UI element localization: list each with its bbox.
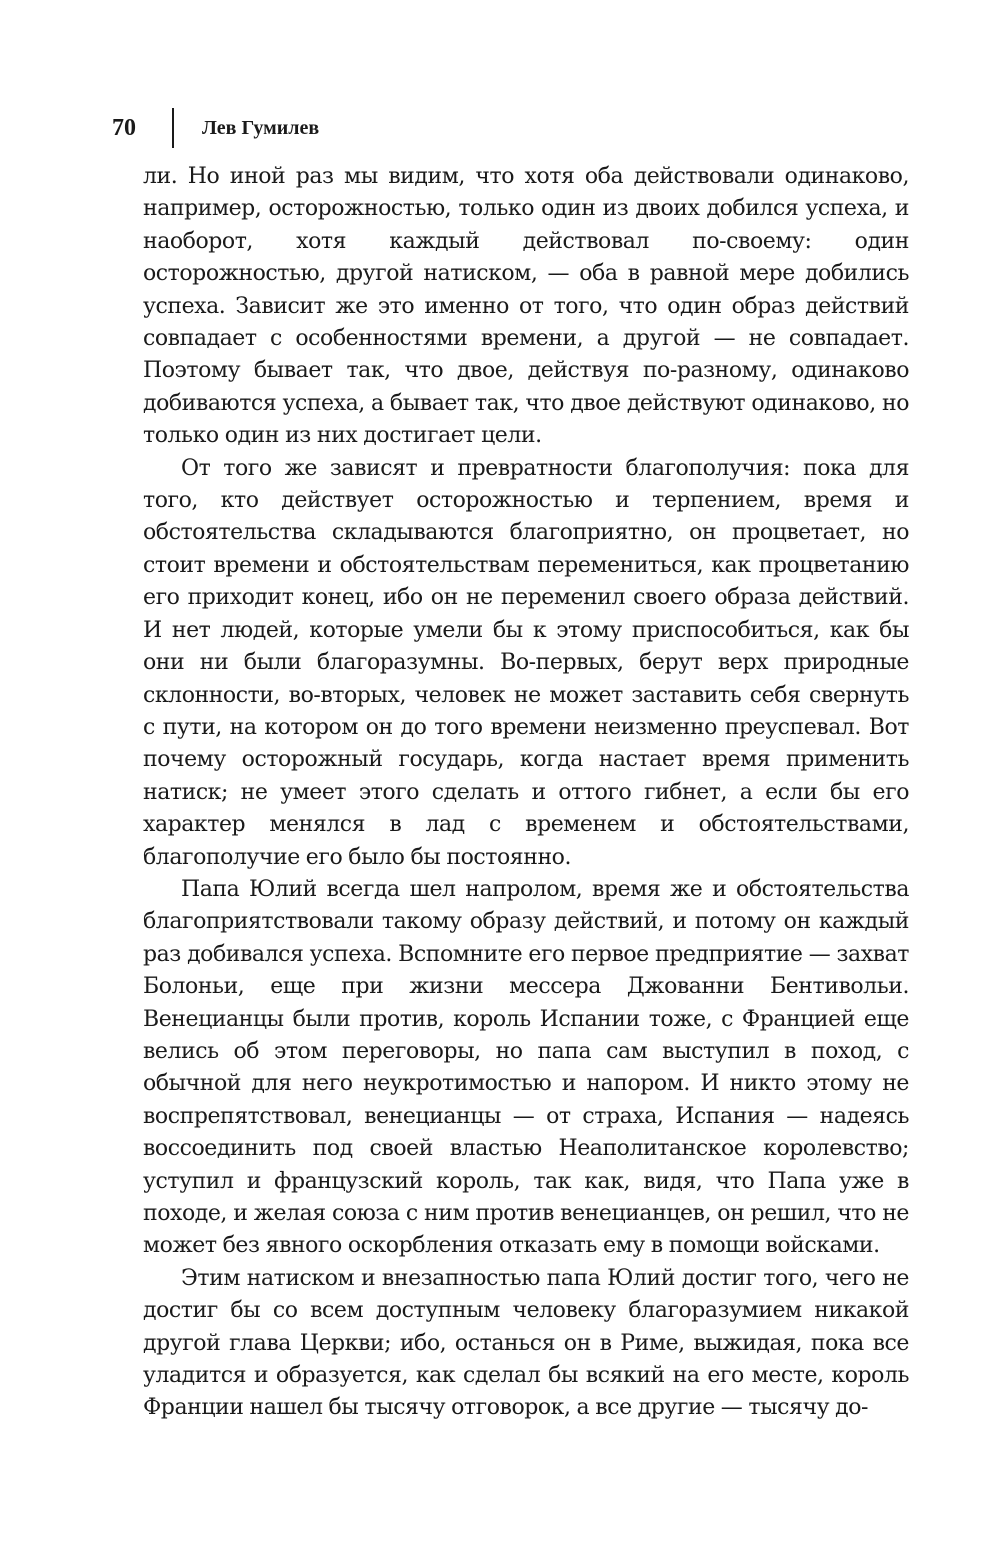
header-divider — [172, 108, 174, 148]
page-number: 70 — [112, 114, 136, 141]
body-text — [143, 161, 909, 1425]
paragraph-4: Этим натиском и внезапностью папа Юлий достиг того, чего не достиг бы со всем доступным человеку благоразумием никакой другой глава Церкви; ибо, останься он в Риме, выжидая, пока все уладится и образуется, как сделал бы всякий на его месте, король Франции нашел бы тысячу отговорок, а все другие — тысячу до- — [143, 1265, 909, 1421]
paragraph-1: ли. Но иной раз мы видим, что хотя оба действовали одинаково, например, осторожностью, только один из двоих добился успеха, и наоборот, хотя каждый действовал по-своему: один осторожностью, другой натиском, — оба в равной мере добились успеха. Зависит же это именно от того, что один образ действий совпадает с особенностями времени, а другой — не совпадает. Поэтому бывает так, что двое, действуя по-разному, одинаково добиваются успеха, а бывает так, что двое действуют одинаково, но только один из них достигает цели. — [143, 164, 909, 449]
paragraph-2: От того же зависят и превратности благополучия: пока для того, кто действует осторожностью и терпением, время и обстоятельства складываются благоприятно, он процветает, но стоит времени и обстоятельствам перемениться, как процветанию его приходит конец, ибо он не переменил своего образа действий. И нет людей, которые умели бы к этому приспособиться, как бы они ни были благоразумны. Во-первых, берут верх природные склонности, во-вторых, человек не может заставить себя свернуть с пути, на котором он до того времени неизменно преуспевал. Вот почему осторожный государь, когда настает время применить натиск; не умеет этого сделать и оттого гибнет, а если бы его характер менялся в лад с временем и обстоятельствами, благополучие его было бы постоянно. — [143, 455, 909, 870]
paragraph-3: Папа Юлий всегда шел напролом, время же и обстоятельства благоприятствовали такому образу действий, и потому он каждый раз добивался успеха. Вспомните его первое предприятие — захват Болоньи, еще при жизни мессера Джованни Бентивольи. Венецианцы были против, король Испании тоже, с Францией еще велись об этом переговоры, но папа сам выступил в поход, с обычной для него неукротимостью и напором. И никто этому не воспрепятствовал, венецианцы — от страха, Испания — надеясь воссоединить под своей властью Неаполитанское королевство; уступил и французский король, так как, видя, что Папа уже в походе, и желая союза с ним против венецианцев, он решил, что не может без явного оскорбления отказать ему в помощи войсками. — [143, 876, 909, 1259]
running-head — [112, 108, 319, 148]
running-head-author: Лев Гумилев — [202, 116, 320, 139]
